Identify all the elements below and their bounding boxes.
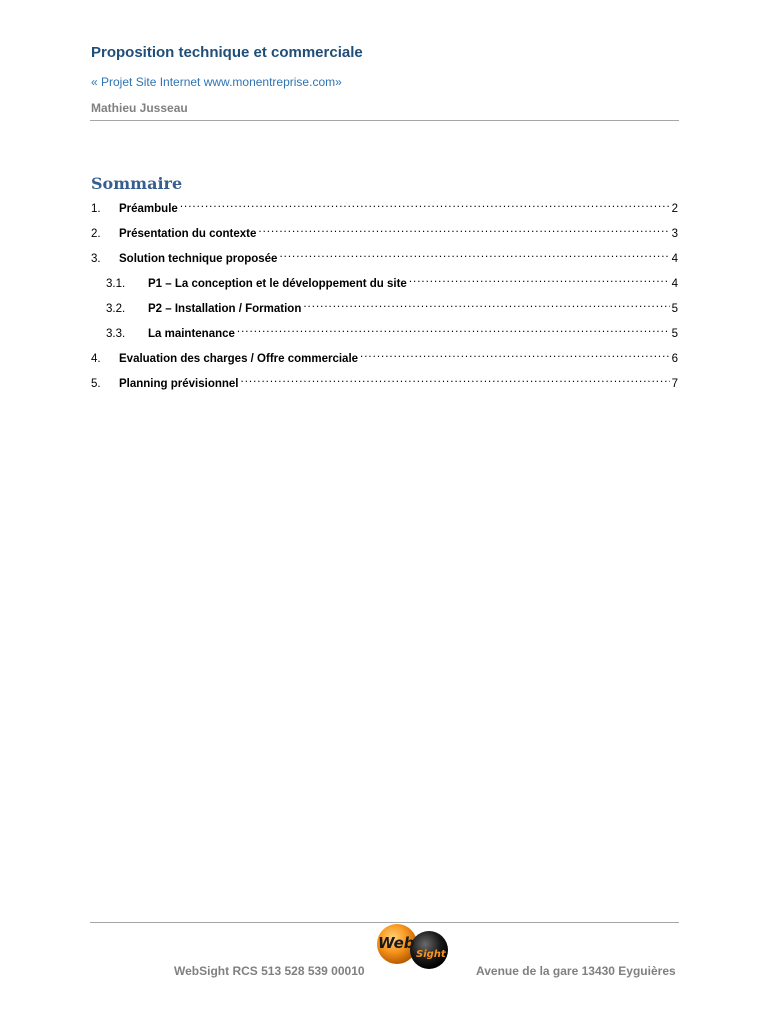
- document-title: Proposition technique et commerciale: [91, 44, 363, 61]
- header-divider: [90, 120, 679, 121]
- toc-entry-solution[interactable]: [91, 246, 678, 265]
- toc-entry-planning[interactable]: [91, 371, 678, 390]
- toc-entry-page: 5: [671, 303, 678, 315]
- toc-entry-label: Planning prévisionnel: [119, 378, 239, 390]
- logo-word-sight: Sight: [416, 949, 446, 960]
- toc-entry-label: Préambule: [119, 203, 178, 215]
- toc-entry-maintenance[interactable]: [106, 321, 678, 340]
- toc-dot-leader: [303, 296, 669, 312]
- toc-entry-page: 4: [671, 253, 678, 265]
- toc-entry-number: 3.: [91, 253, 101, 265]
- toc-entry-conception[interactable]: [106, 271, 678, 290]
- toc-dot-leader: [237, 321, 670, 337]
- toc-entry-label: Evaluation des charges / Offre commerciale: [119, 353, 359, 365]
- toc-entry-label: Présentation du contexte: [119, 228, 257, 240]
- toc-entry-number: 3.3.: [106, 328, 126, 340]
- footer-address: Avenue de la gare 13430 Eyguières: [476, 964, 676, 978]
- toc-entry-label: La maintenance: [148, 328, 235, 340]
- toc-entry-label: Solution technique proposée: [119, 253, 278, 265]
- toc-entry-number: 2.: [91, 228, 101, 240]
- toc-heading: Sommaire: [91, 174, 183, 193]
- footer-company-info: WebSight RCS 513 528 539 00010: [174, 964, 365, 978]
- toc-entry-page: 2: [671, 203, 678, 215]
- toc-dot-leader: [279, 246, 669, 262]
- toc-entry-number: 4.: [91, 353, 101, 365]
- toc-entry-page: 5: [671, 328, 678, 340]
- toc-entry-label: P2 – Installation / Formation: [148, 303, 302, 315]
- toc-entry-evaluation[interactable]: [91, 346, 678, 365]
- toc-dot-leader: [258, 221, 669, 237]
- toc-entry-number: 1.: [91, 203, 101, 215]
- toc-entry-number: 3.1.: [106, 278, 126, 290]
- toc-entry-page: 4: [671, 278, 678, 290]
- document-subtitle: « Projet Site Internet www.monentreprise.com»: [91, 75, 342, 89]
- toc-entry-number: 5.: [91, 378, 101, 390]
- document-author: Mathieu Jusseau: [91, 101, 188, 115]
- websight-logo-icon: [372, 922, 454, 970]
- toc-dot-leader: [241, 371, 670, 387]
- toc-dot-leader: [360, 346, 670, 362]
- toc-entry-page: 7: [671, 378, 678, 390]
- toc-dot-leader: [180, 196, 670, 212]
- toc-entry-preambule[interactable]: [91, 196, 678, 215]
- logo-word-web: Web: [378, 934, 415, 952]
- toc-entry-page: 3: [671, 228, 678, 240]
- toc-entry-page: 6: [671, 353, 678, 365]
- toc-entry-contexte[interactable]: [91, 221, 678, 240]
- toc-entry-number: 3.2.: [106, 303, 126, 315]
- toc-entry-installation[interactable]: [106, 296, 678, 315]
- toc-dot-leader: [409, 271, 670, 287]
- toc-entry-label: P1 – La conception et le développement du site: [148, 278, 407, 290]
